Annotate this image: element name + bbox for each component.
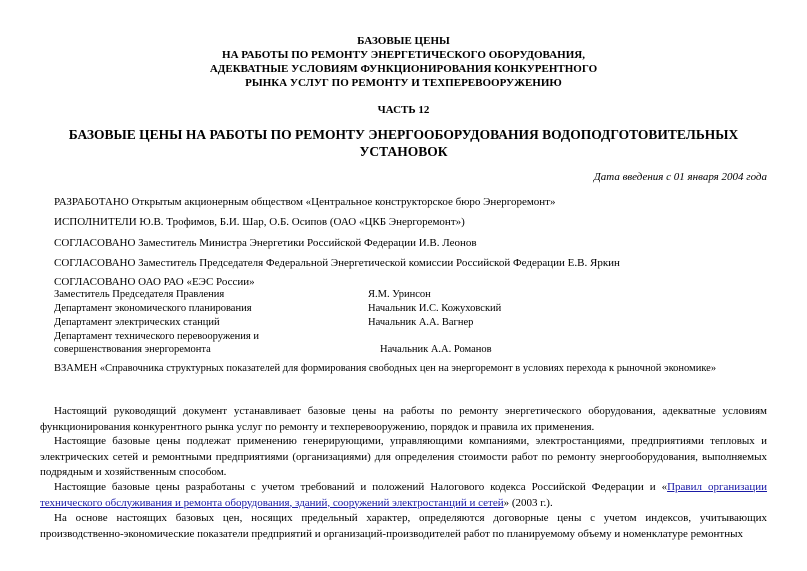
document-title-line-1: БАЗОВЫЕ ЦЕНЫ НА РАБОТЫ ПО РЕМОНТУ ЭНЕРГООБОРУДОВАНИЯ ВОДОПОДГОТОВИТЕЛЬНЫХ [68, 127, 739, 142]
signatory-role: Заместитель Председателя Правления [54, 289, 225, 300]
agreed-commission: СОГЛАСОВАНО Заместитель Председателя Федеральной Энергетической комиссии Российской Федерации Е.В. Яркин [54, 257, 620, 269]
executors: ИСПОЛНИТЕЛИ Ю.В. Трофимов, Б.И. Шар, О.Б. Осипов (ОАО «ЦКБ Энергоремонт») [54, 216, 465, 228]
signatory-name: Начальник И.С. Кожуховский [368, 303, 502, 314]
signatory-name: Начальник А.А. Вагнер [368, 317, 474, 328]
replaces-note: ВЗАМЕН «Справочника структурных показателей для формирования свободных цен на энергоремонт в условиях перехода к рыночной экономике» [54, 363, 717, 374]
paragraph-application [40, 434, 767, 481]
header-line-2: НА РАБОТЫ ПО РЕМОНТУ ЭНЕРГЕТИЧЕСКОГО ОБОРУДОВАНИЯ, [222, 49, 585, 61]
paragraph-text: Настоящие базовые цены подлежат применению генерирующими, управляющими компаниями, электростанциями, предприятиями тепловых и электрических сетей и ремонтными предприятиями (организациями) для определения стоимости работ по ремонту энергооборудования, выполняемых подрядным и хозяйственным способом. [40, 435, 767, 478]
paragraph-text: Настоящие базовые цены разработаны с учетом требований и положений Налогового кодекса Российской Федерации и « [54, 481, 668, 493]
signatory-role: совершенствования энергоремонта [54, 344, 211, 355]
signatory-role: Департамент технического перевооружения и [54, 331, 259, 342]
signatory-role: Департамент экономического планирования [54, 303, 252, 314]
rules-link[interactable]: Правил организации технического обслуживания и ремонта оборудования, зданий, сооружений электростанций и сетей [40, 481, 768, 509]
header-line-3: АДЕКВАТНЫЕ УСЛОВИЯМ ФУНКЦИОНИРОВАНИЯ КОНКУРЕНТНОГО [209, 63, 598, 75]
agreed-rao-ees: СОГЛАСОВАНО ОАО РАО «ЕЭС России» [54, 276, 255, 288]
paragraph-scope [40, 404, 767, 435]
paragraph-text: » (2003 г.). [503, 496, 553, 509]
document-title-line-2: УСТАНОВОК [359, 144, 448, 159]
signatory-name: Я.М. Уринсон [368, 289, 431, 300]
header-line-4: РЫНКА УСЛУГ ПО РЕМОНТУ И ТЕХПЕРЕВООРУЖЕНИЮ [245, 77, 562, 89]
paragraph-contract-prices [40, 511, 767, 542]
paragraph-text: На основе настоящих базовых цен, носящих предельный характер, определяются договорные цены с учетом индексов, учитывающих производственно-экономические показатели предприятий и организаций-производителей работ по планируемому объему и номенклатуре ремонтных [40, 512, 767, 540]
signatory-role: Департамент электрических станций [54, 317, 220, 328]
signatory-name: Начальник А.А. Романов [380, 344, 492, 355]
developed-by: РАЗРАБОТАНО Открытым акционерным обществом «Центральное конструкторское бюро Энергоремонт» [54, 196, 556, 208]
part-number: ЧАСТЬ 12 [377, 104, 430, 116]
header-line-1: БАЗОВЫЕ ЦЕНЫ [357, 35, 450, 47]
paragraph-basis [40, 480, 767, 511]
paragraph-text: Настоящий руководящий документ устанавливает базовые цены на работы по ремонту энергетического оборудования, адекватные условиям функционирования конкурентного рынка услуг по ремонту и техперевооружению, порядок и правила их применения. [40, 405, 767, 433]
effective-date: Дата введения с 01 января 2004 года [593, 171, 767, 183]
agreed-ministry: СОГЛАСОВАНО Заместитель Министра Энергетики Российской Федерации И.В. Леонов [54, 237, 477, 249]
